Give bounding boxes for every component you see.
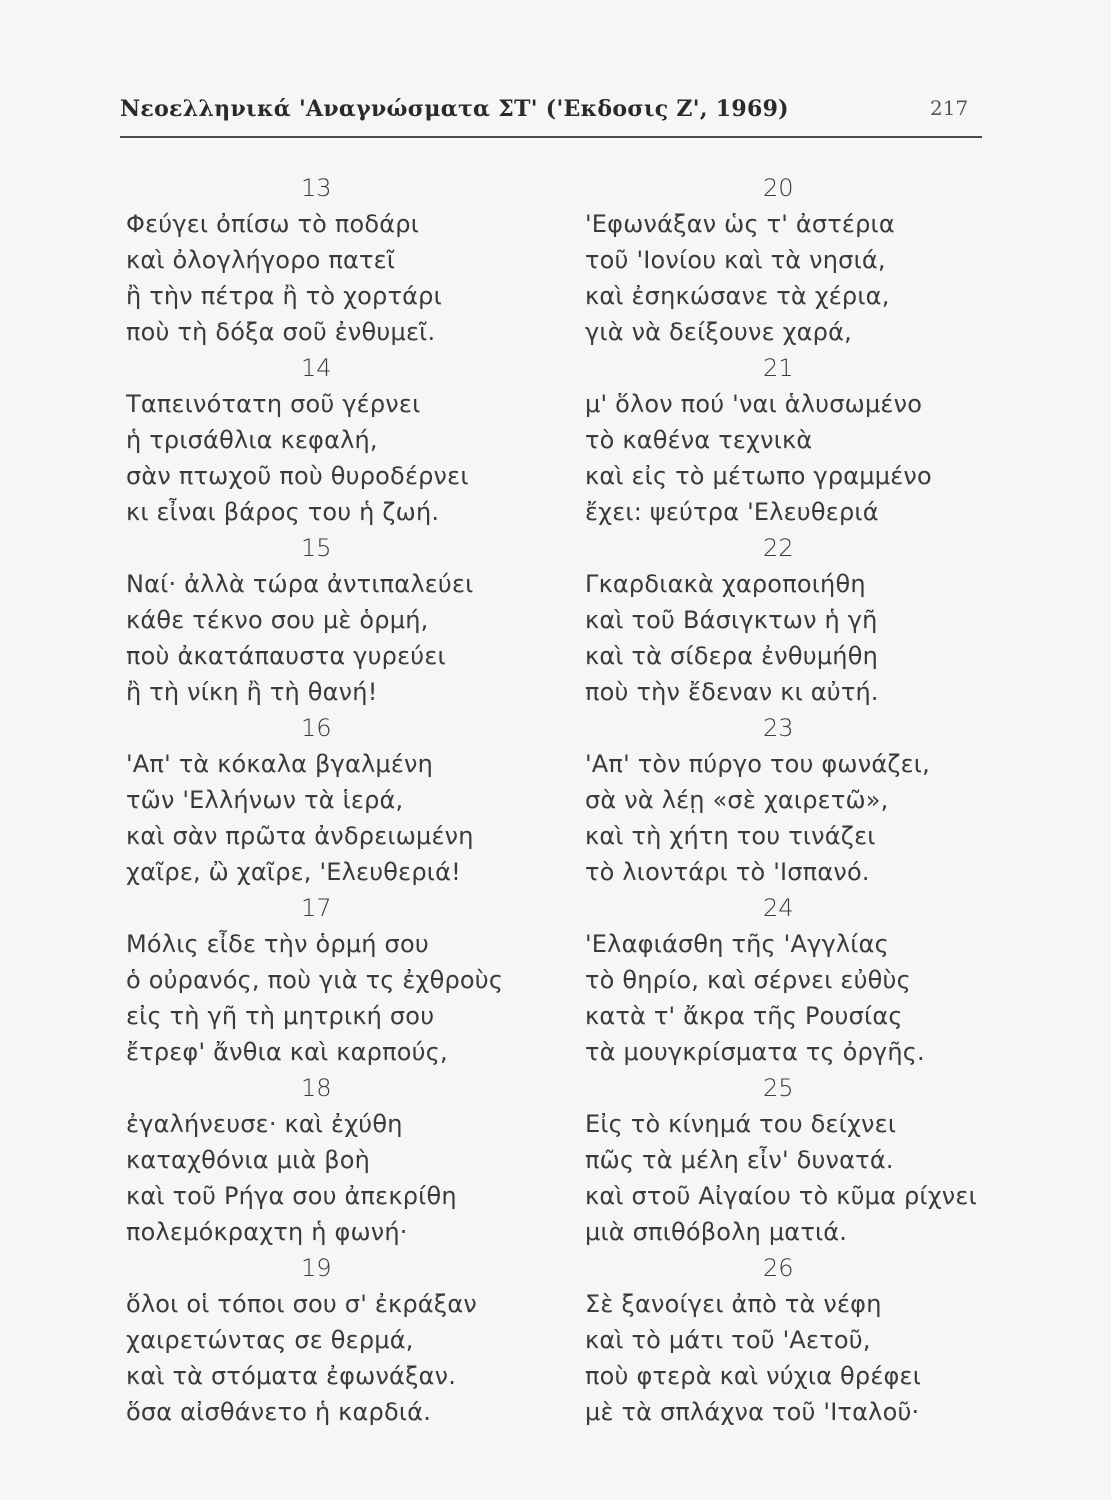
stanza-number: 16 xyxy=(301,714,332,742)
verse-line: Σὲ ξανοίγει ἀπὸ τὰ νέφη xyxy=(585,1290,882,1318)
stanza-number: 20 xyxy=(763,174,794,202)
verse-line: τὸ θηρίο, καὶ σέρνει εὐθὺς xyxy=(585,966,911,994)
stanza xyxy=(126,890,556,1070)
stanza xyxy=(585,1250,1015,1430)
verse-line: καὶ ἐσηκώσανε τὰ χέρια, xyxy=(585,282,890,310)
verse-line: καὶ τὸ μάτι τοῦ 'Αετοῦ, xyxy=(585,1326,871,1354)
stanza-number: 25 xyxy=(763,1074,794,1102)
verse-line: τὸ λιοντάρι τὸ 'Ισπανό. xyxy=(585,858,870,886)
verse-line: ἔχει: ψεύτρα 'Ελευθεριά xyxy=(585,498,879,526)
verse-line: ποὺ τὴν ἔδεναν κι αὐτή. xyxy=(585,678,879,706)
verse-line: καὶ τὰ στόματα ἐφωνάξαν. xyxy=(126,1362,457,1390)
stanza xyxy=(585,1070,1015,1250)
verse-line: 'Εφωνάξαν ὡς τ' ἀστέρια xyxy=(585,210,895,238)
verse-line: 'Απ' τὸν πύργο του φωνάζει, xyxy=(585,750,930,778)
verse-line: γιὰ νὰ δείξουνε χαρά, xyxy=(585,318,852,346)
verse-line: ὅσα αἰσθάνετο ἡ καρδιά. xyxy=(126,1398,432,1426)
verse-line: χαιρετώντας σε θερμά, xyxy=(126,1326,414,1354)
stanza-number: 23 xyxy=(763,714,794,742)
verse-line: ὁ οὐρανός, ποὺ γιὰ τς ἐχθροὺς xyxy=(126,966,504,994)
stanza xyxy=(126,530,556,710)
verse-line: σὰν πτωχοῦ ποὺ θυροδέρνει xyxy=(126,462,469,490)
stanza-number: 13 xyxy=(301,174,332,202)
verse-line: καὶ τὴ χήτη του τινάζει xyxy=(585,822,876,850)
verse-line: Φεύγει ὀπίσω τὸ ποδάρι xyxy=(126,210,420,238)
stanza xyxy=(585,530,1015,710)
stanza xyxy=(585,890,1015,1070)
verse-line: τὰ μουγκρίσματα τς ὀργῆς. xyxy=(585,1038,925,1066)
header-rule xyxy=(120,136,982,138)
stanza-number: 18 xyxy=(301,1074,332,1102)
verse-line: ποὺ ἀκατάπαυστα γυρεύει xyxy=(126,642,446,670)
verse-line: ἢ τὴ νίκη ἢ τὴ θανή! xyxy=(126,678,378,706)
running-title: Νεοελληνικά 'Αναγνώσματα ΣΤ' ('Εκδοσις Ζ', 1969) xyxy=(120,96,789,122)
verse-line: ἢ τὴν πέτρα ἢ τὸ χορτάρι xyxy=(126,282,442,310)
verse-line: τῶν 'Ελλήνων τὰ ἱερά, xyxy=(126,786,404,814)
stanza xyxy=(126,1250,556,1430)
stanza xyxy=(126,1070,556,1250)
verse-line: καὶ εἰς τὸ μέτωπο γραμμένο xyxy=(585,462,932,490)
stanza xyxy=(585,350,1015,530)
verse-line: καὶ ὀλογλήγορο πατεῖ xyxy=(126,246,396,274)
verse-line: Μόλις εἶδε τὴν ὁρμή σου xyxy=(126,930,429,958)
left-column xyxy=(126,170,556,1430)
verse-line: καὶ τοῦ Βάσιγκτων ἡ γῆ xyxy=(585,606,878,634)
stanza xyxy=(585,710,1015,890)
verse-line: εἰς τὴ γῆ τὴ μητρική σου xyxy=(126,1002,435,1030)
verse-line: ἐγαλήνευσε· καὶ ἐχύθη xyxy=(126,1110,403,1138)
verse-line: καὶ τὰ σίδερα ἐνθυμήθη xyxy=(585,642,879,670)
verse-line: σὰ νὰ λέῃ «σὲ χαιρετῶ», xyxy=(585,786,889,814)
verse-line: ἡ τρισάθλια κεφαλή, xyxy=(126,426,378,454)
page-number: 217 xyxy=(930,96,969,120)
stanza-number: 21 xyxy=(763,354,794,382)
right-column xyxy=(585,170,1015,1430)
verse-line: 'Ελαφιάσθη τῆς 'Αγγλίας xyxy=(585,930,889,958)
verse-line: καὶ στοῦ Αἰγαίου τὸ κῦμα ρίχνει xyxy=(585,1182,977,1210)
verse-line: μιὰ σπιθόβολη ματιά. xyxy=(585,1218,848,1246)
verse-line: κάθε τέκνο σου μὲ ὁρμή, xyxy=(126,606,429,634)
verse-line: τὸ καθένα τεχνικὰ xyxy=(585,426,813,454)
verse-line: ποὺ τὴ δόξα σοῦ ἐνθυμεῖ. xyxy=(126,318,436,346)
page-header xyxy=(120,96,980,136)
verse-line: κατὰ τ' ἄκρα τῆς Ρουσίας xyxy=(585,1002,903,1030)
verse-line: χαῖρε, ὢ χαῖρε, 'Ελευθεριά! xyxy=(126,858,461,886)
verse-line: Ναί· ἀλλὰ τώρα ἀντιπαλεύει xyxy=(126,570,474,598)
stanza xyxy=(126,350,556,530)
verse-line: τοῦ 'Ιονίου καὶ τὰ νησιά, xyxy=(585,246,886,274)
stanza-number: 26 xyxy=(763,1254,794,1282)
verse-line: πῶς τὰ μέλη εἶν' δυνατά. xyxy=(585,1146,894,1174)
verse-line: κι εἶναι βάρος του ἡ ζωή. xyxy=(126,498,440,526)
verse-line: μ' ὅλον πού 'ναι ἁλυσωμένο xyxy=(585,390,923,418)
verse-line: καταχθόνια μιὰ βοὴ xyxy=(126,1146,371,1174)
verse-line: καὶ σὰν πρῶτα ἀνδρειωμένη xyxy=(126,822,474,850)
verse-line: μὲ τὰ σπλάχνα τοῦ 'Ιταλοῦ· xyxy=(585,1398,920,1426)
verse-line: ποὺ φτερὰ καὶ νύχια θρέφει xyxy=(585,1362,922,1390)
stanza-number: 17 xyxy=(301,894,332,922)
stanza-number: 14 xyxy=(301,354,332,382)
stanza-number: 19 xyxy=(301,1254,332,1282)
verse-line: καὶ τοῦ Ρήγα σου ἀπεκρίθη xyxy=(126,1182,457,1210)
verse-line: Εἰς τὸ κίνημά του δείχνει xyxy=(585,1110,897,1138)
verse-line: πολεμόκραχτη ἡ φωνή· xyxy=(126,1218,408,1246)
verse-line: 'Απ' τὰ κόκαλα βγαλμένη xyxy=(126,750,434,778)
stanza xyxy=(585,170,1015,350)
verse-line: ἔτρεφ' ἄνθια καὶ καρπούς, xyxy=(126,1038,448,1066)
verse-line: Γκαρδιακὰ χαροποιήθη xyxy=(585,570,866,598)
stanza xyxy=(126,170,556,350)
verse-line: ὅλοι οἱ τόποι σου σ' ἐκράξαν xyxy=(126,1290,477,1318)
stanza-number: 24 xyxy=(763,894,794,922)
stanza-number: 22 xyxy=(763,534,794,562)
stanza xyxy=(126,710,556,890)
stanza-number: 15 xyxy=(301,534,332,562)
verse-line: Ταπεινότατη σοῦ γέρνει xyxy=(126,390,421,418)
